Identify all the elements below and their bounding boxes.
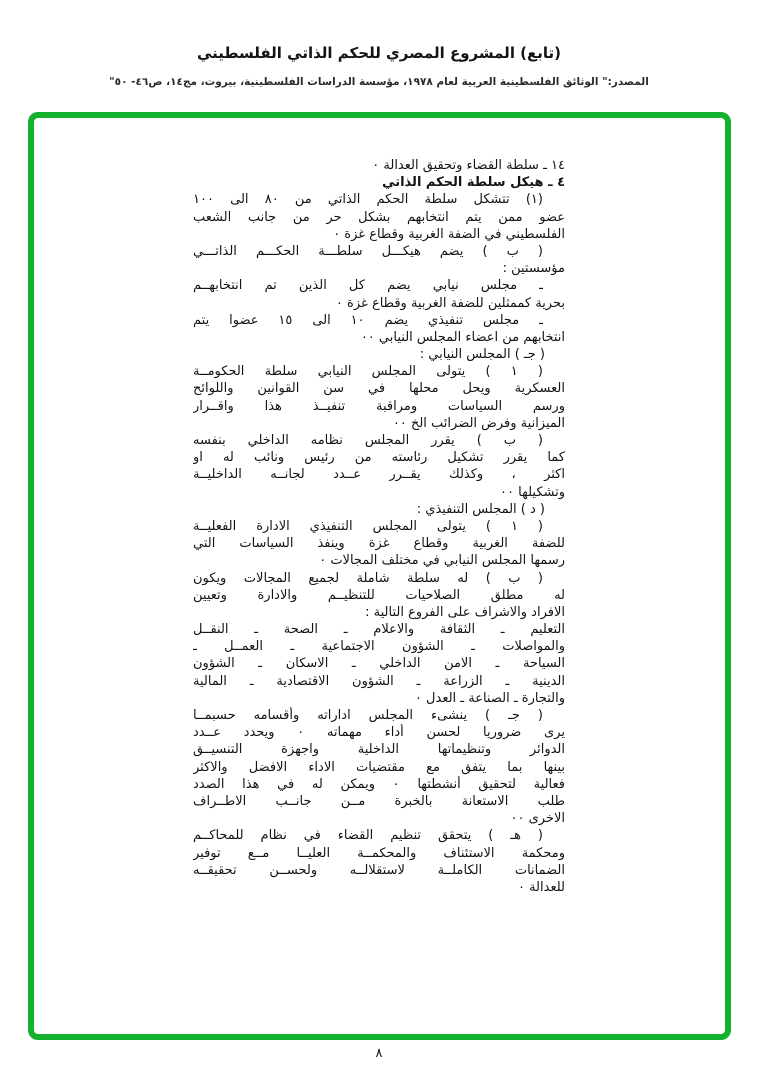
- document-source-line: المصدر:" الوثائق الفلسطينية العربية لعام ١٩٧٨، مؤسسة الدراسات الفلسطينية، بيروت، مج١٤، ص٤٦- ٥٠": [109, 76, 649, 88]
- text-line: والتجارة ـ الصناعة ـ العدل ٠: [414, 690, 565, 706]
- document-title: (تابع) المشروع المصري للحكم الذاتي الفلسطيني: [196, 44, 562, 62]
- text-line: رسمها المجلس النيابي في مختلف المجالات ٠: [319, 553, 565, 569]
- text-line: للضفة الغربية وقطاع غزة وينفذ السياسات التي: [193, 536, 565, 552]
- text-line: الفلسطيني في الضفة الغربية وقطاع غزة ٠: [333, 226, 565, 242]
- text-line: الميزانية وفرض الضرائب الخ ٠٠: [392, 415, 565, 431]
- text-line: انتخابهم من اعضاء المجلس النيابي ٠٠: [360, 329, 565, 345]
- text-line: يرى ضروريا لحسن أداء مهماته ٠ ويحدد عــدد: [193, 725, 565, 741]
- text-line: اكثر ، وكذلك يقــرر عــدد لجانــه الداخليــة: [193, 467, 565, 483]
- text-line: ( جـ ) ينشىء المجلس اداراته وأقسامه حسبمــا: [193, 708, 543, 723]
- text-line: كما يقرر تشكيل رئاسته من رئيس ونائب له او: [193, 450, 565, 466]
- text-line: بينها بما يتفق مع مقتضيات الاداء الافضل والاكثر: [193, 759, 565, 775]
- text-line: ومحكمة الاستئناف والمحكمــة العليــا مــع توفير: [193, 845, 565, 861]
- text-line: وتشكيلها ٠٠: [500, 484, 565, 500]
- text-line: ( ١ ) يتولى المجلس التنفيذي الادارة الفعليــة: [193, 518, 543, 534]
- text-line: له مطلق الصلاحيات للتنظيــم والادارة وتعيين: [193, 587, 565, 603]
- text-line: ( هـ ) يتحقق تنظيم القضاء في نظام للمحاكــم: [193, 828, 543, 844]
- text-line: ( د ) المجلس التنفيذي :: [416, 501, 545, 517]
- text-line: العسكرية ويحل محلها في سن القوانين واللوائح: [193, 381, 565, 397]
- text-line: ( ١ ) يتولى المجلس النيابي سلطة الحكومــة: [193, 364, 543, 380]
- text-line: والمواصلات ـ الشؤون الاجتماعية ـ العمــل ـ: [193, 639, 565, 655]
- text-line: ( ب ) يقرر المجلس نظامه الداخلي بنفسه: [193, 433, 543, 448]
- text-line: الدينية ـ الزراعة ـ الشؤون الاقتصادية ـ المالية: [193, 673, 565, 689]
- text-line: مؤسستين :: [502, 261, 565, 277]
- text-line: للعدالة ٠: [517, 879, 565, 895]
- text-line: بحرية كممثلين للضفة الغربية وقطاع غزة ٠: [335, 295, 565, 311]
- text-line: فعالية لتحقيق أنشطتها ٠ ويمكن له في هذا الصدد: [193, 776, 565, 792]
- text-line: ( ب ) له سلطة شاملة لجميع المجالات ويكون: [193, 570, 543, 586]
- text-line: الضمانات الكاملــة لاستقلالــه ولحســن تحقيقــه: [193, 862, 565, 878]
- text-line: عضو ممن يتم انتخابهم بشكل حر من جانب الشعب: [193, 209, 565, 225]
- text-line: ٤ ـ هيكل سلطة الحكم الذاتي: [382, 175, 565, 191]
- text-line: ( جـ ) المجلس النيابي :: [419, 347, 545, 363]
- document-body: [193, 157, 565, 896]
- text-line: الدوائر وتنظيماتها الداخلية واجهزة التنسيــق: [193, 742, 565, 758]
- text-line: ورسم السياسات ومراقبة تنفيــذ هذا واقــرار: [193, 398, 565, 414]
- text-line: (١) تتشكل سلطة الحكم الذاتي من ٨٠ الى ١٠٠: [193, 192, 543, 208]
- text-line: ( ب ) يضم هيكـــل سلطـــة الحكـــم الذاتـــي: [193, 243, 543, 259]
- text-line: ـ مجلس نيابي يضم كل الذين تم انتخابهــم: [193, 278, 543, 294]
- text-line: ـ مجلس تنفيذي يضم ١٠ الى ١٥ عضوا يتم: [193, 312, 543, 328]
- text-line: الاخرى ٠٠: [510, 811, 565, 827]
- text-line: السياحة ـ الامن الداخلي ـ الاسكان ـ الشؤون: [193, 656, 565, 672]
- text-line: طلب الاستعانة بالخبرة مــن جانــب الاطــراف: [193, 793, 565, 809]
- page-number: ٨: [375, 1046, 383, 1061]
- text-line: الافراد والاشراف على الفروع التالية :: [365, 604, 565, 620]
- text-line: ١٤ ـ سلطة القضاء وتحقيق العدالة ٠: [372, 158, 565, 173]
- text-line: التعليم ـ الثقافة والاعلام ـ الصحة ـ النقــل: [193, 622, 565, 638]
